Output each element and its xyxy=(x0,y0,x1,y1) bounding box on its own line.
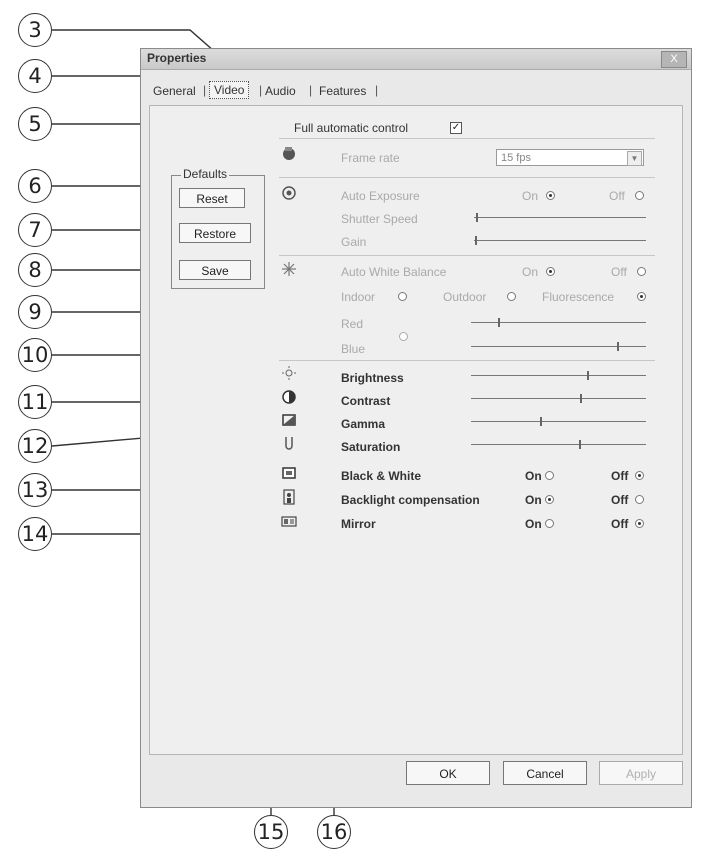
callout-11: 11 xyxy=(18,385,52,419)
callout-3: 3 xyxy=(18,13,52,47)
backlight-compensation-label: Backlight compensation xyxy=(341,493,480,507)
fluorescence-radio[interactable] xyxy=(637,292,646,301)
divider xyxy=(279,138,655,139)
mirror-on-radio[interactable] xyxy=(545,519,554,528)
saturation-label: Saturation xyxy=(341,440,401,454)
contrast-label: Contrast xyxy=(341,394,391,408)
full-auto-control-label: Full automatic control xyxy=(294,121,409,135)
backlight-on-label: On xyxy=(525,493,542,507)
defaults-group-label: Defaults xyxy=(183,167,228,181)
full-auto-control-checkbox[interactable]: ✓ xyxy=(451,122,461,133)
blue-slider-thumb[interactable] xyxy=(617,342,619,351)
tab-audio[interactable]: Audio xyxy=(265,84,296,98)
backlight-off-radio[interactable] xyxy=(635,495,644,504)
black-white-label: Black & White xyxy=(341,469,422,483)
mirror-off-radio[interactable] xyxy=(635,519,644,528)
restore-button[interactable]: Restore xyxy=(179,223,251,243)
blue-slider[interactable] xyxy=(471,346,646,347)
mirror-off-label: Off xyxy=(611,517,629,531)
callout-15: 15 xyxy=(254,815,288,849)
callout-8: 8 xyxy=(18,253,52,287)
tab-separator: | xyxy=(259,83,263,97)
saturation-icon xyxy=(281,435,297,451)
backlight-off-label: Off xyxy=(611,493,629,507)
black-white-icon xyxy=(281,465,297,481)
tab-separator: | xyxy=(203,83,207,97)
black-white-on-radio[interactable] xyxy=(545,471,554,480)
callout-5: 5 xyxy=(18,107,52,141)
auto-white-balance-on-radio[interactable] xyxy=(546,267,555,276)
red-label: Red xyxy=(341,317,364,331)
blue-radio[interactable] xyxy=(399,332,408,341)
gamma-label: Gamma xyxy=(341,417,386,431)
callout-10: 10 xyxy=(18,338,52,372)
brightness-icon xyxy=(281,365,297,381)
close-button[interactable]: X xyxy=(661,51,687,68)
mirror-on-label: On xyxy=(525,517,542,531)
frame-rate-select[interactable] xyxy=(496,149,644,166)
backlight-on-radio[interactable] xyxy=(545,495,554,504)
auto-exposure-on-radio[interactable] xyxy=(546,191,555,200)
shutter-speed-slider-thumb[interactable] xyxy=(476,213,478,222)
callout-13: 13 xyxy=(18,473,52,507)
auto-white-balance-off-radio[interactable] xyxy=(637,267,646,276)
brightness-slider-thumb[interactable] xyxy=(587,371,589,380)
window-title: Properties xyxy=(147,51,207,65)
auto-exposure-off-label: Off xyxy=(609,189,625,203)
contrast-icon xyxy=(281,389,297,405)
tab-separator: | xyxy=(375,83,379,97)
callout-7: 7 xyxy=(18,213,52,247)
gain-label: Gain xyxy=(341,235,367,249)
properties-dialog xyxy=(140,48,692,808)
black-white-off-label: Off xyxy=(611,469,629,483)
tab-general[interactable]: General xyxy=(153,84,196,98)
red-slider-thumb[interactable] xyxy=(498,318,500,327)
gain-slider-thumb[interactable] xyxy=(475,236,477,245)
reset-button[interactable]: Reset xyxy=(179,188,245,208)
callout-16: 16 xyxy=(317,815,351,849)
chevron-down-icon[interactable]: ▼ xyxy=(627,151,642,166)
auto-white-balance-label: Auto White Balance xyxy=(341,265,447,279)
blue-label: Blue xyxy=(341,342,366,356)
contrast-slider[interactable] xyxy=(471,398,646,399)
mirror-icon xyxy=(281,513,297,529)
shutter-speed-slider[interactable] xyxy=(474,217,646,218)
black-white-on-label: On xyxy=(525,469,542,483)
divider xyxy=(279,255,655,256)
brightness-label: Brightness xyxy=(341,371,404,385)
callout-4: 4 xyxy=(18,59,52,93)
tab-video[interactable]: Video xyxy=(209,81,249,99)
frame-rate-value: 15 fps xyxy=(501,152,531,164)
cancel-button[interactable]: Cancel xyxy=(503,761,587,785)
auto-exposure-off-radio[interactable] xyxy=(635,191,644,200)
gain-slider[interactable] xyxy=(474,240,646,241)
divider xyxy=(279,360,655,361)
auto-exposure-label: Auto Exposure xyxy=(341,189,420,203)
callout-6: 6 xyxy=(18,169,52,203)
gamma-slider[interactable] xyxy=(471,421,646,422)
mirror-label: Mirror xyxy=(341,517,376,531)
saturation-slider-thumb[interactable] xyxy=(579,440,581,449)
divider xyxy=(279,177,655,178)
apply-button[interactable]: Apply xyxy=(599,761,683,785)
frame-rate-label: Frame rate xyxy=(341,151,400,165)
saturation-slider[interactable] xyxy=(471,444,646,445)
exposure-icon xyxy=(281,185,297,201)
fluorescence-label: Fluorescence xyxy=(542,290,615,304)
gamma-icon xyxy=(281,412,297,428)
outdoor-radio[interactable] xyxy=(507,292,516,301)
auto-white-balance-on-label: On xyxy=(522,265,539,279)
black-white-off-radio[interactable] xyxy=(635,471,644,480)
ok-button[interactable]: OK xyxy=(406,761,490,785)
indoor-radio[interactable] xyxy=(398,292,407,301)
outdoor-label: Outdoor xyxy=(443,290,487,304)
title-bar[interactable] xyxy=(141,49,691,70)
tab-separator: | xyxy=(309,83,313,97)
callout-12: 12 xyxy=(18,429,52,463)
shutter-speed-label: Shutter Speed xyxy=(341,212,418,226)
callout-14: 14 xyxy=(18,517,52,551)
tab-features[interactable]: Features xyxy=(319,84,367,98)
save-button[interactable]: Save xyxy=(179,260,251,280)
callout-9: 9 xyxy=(18,295,52,329)
auto-white-balance-off-label: Off xyxy=(611,265,627,279)
indoor-label: Indoor xyxy=(341,290,376,304)
brightness-slider[interactable] xyxy=(471,375,646,376)
gamma-slider-thumb[interactable] xyxy=(540,417,542,426)
auto-exposure-on-label: On xyxy=(522,189,539,203)
contrast-slider-thumb[interactable] xyxy=(580,394,582,403)
frame-rate-icon xyxy=(281,145,297,161)
white-balance-icon xyxy=(281,261,297,277)
backlight-icon xyxy=(281,489,297,505)
